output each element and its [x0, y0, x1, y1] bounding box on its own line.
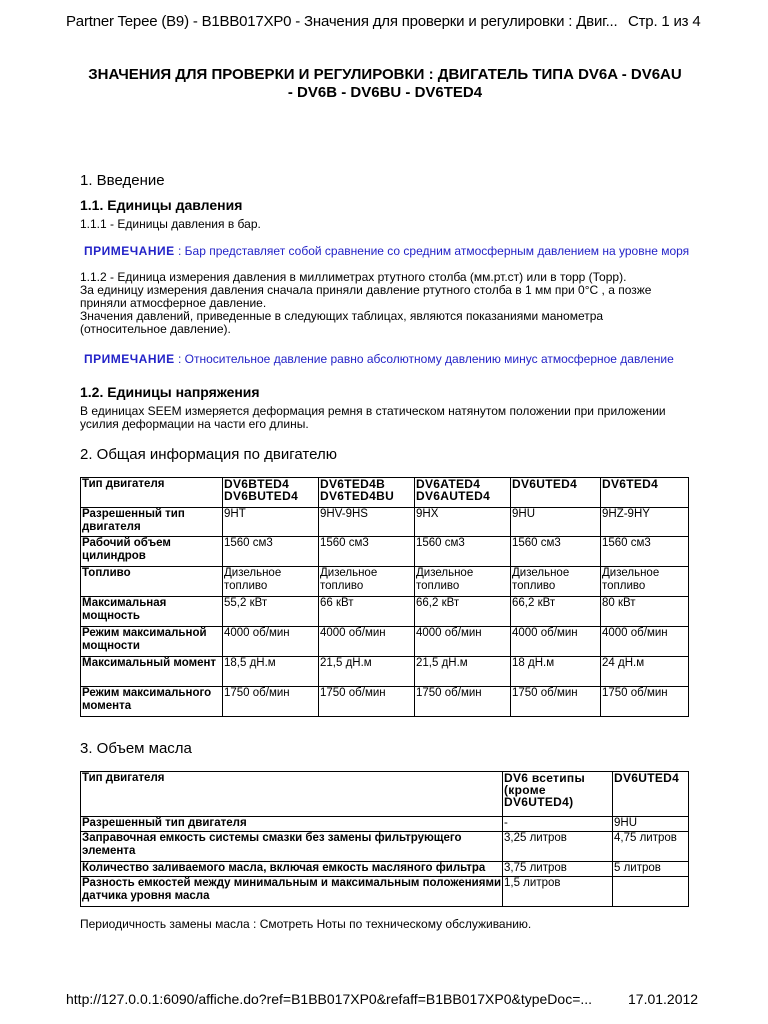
table-cell: Дизельное топливо	[415, 567, 511, 597]
table-cell: Дизельное топливо	[223, 567, 319, 597]
table-cell: Дизельное топливо	[601, 567, 689, 597]
column-header: DV6UTED4	[511, 478, 601, 508]
table-cell: 4000 об/мин	[601, 627, 689, 657]
row-label: Максимальный момент	[81, 657, 223, 687]
table-row	[81, 597, 689, 627]
table-cell: 66,2 кВт	[415, 597, 511, 627]
table-cell: 1560 см3	[511, 537, 601, 567]
row-label: Заправочная емкость системы смазки без замены фильтрующего элемента	[81, 832, 503, 862]
engine-info-table	[80, 477, 689, 717]
section-1-1-heading: 1.1. Единицы давления	[80, 197, 243, 213]
note-1	[84, 244, 689, 258]
table-cell: 66 кВт	[319, 597, 415, 627]
table-cell: 4000 об/мин	[511, 627, 601, 657]
table-cell: 1560 см3	[223, 537, 319, 567]
table-cell: 1750 об/мин	[223, 687, 319, 717]
column-header: DV6TED4	[601, 478, 689, 508]
row-label: Количество заливаемого масла, включая емкость масляного фильтра	[81, 862, 503, 877]
table-cell: -	[503, 817, 613, 832]
table-cell: 21,5 дН.м	[319, 657, 415, 687]
table-row	[81, 537, 689, 567]
table-cell: Дизельное топливо	[511, 567, 601, 597]
column-header: DV6ATED4 DV6AUTED4	[415, 478, 511, 508]
table-row	[81, 687, 689, 717]
table-cell: 1,5 литров	[503, 877, 613, 907]
table-row	[81, 862, 689, 877]
table-cell: 1750 об/мин	[415, 687, 511, 717]
title-line-1: ЗНАЧЕНИЯ ДЛЯ ПРОВЕРКИ И РЕГУЛИРОВКИ : ДВИГАТЕЛЬ ТИПА DV6A - DV6AU	[88, 66, 682, 83]
oil-change-note: Периодичность замены масла : Смотреть Ноты по техническому обслуживанию.	[80, 917, 532, 931]
para-1-1-2-line: 1.1.2 - Единица измерения давления в миллиметрах ртутного столба (мм.рт.ст) или в торр (Торр).	[80, 270, 627, 284]
table-cell: 9HZ-9HY	[601, 508, 689, 537]
row-label: Разность емкостей между минимальным и максимальным положениями датчика уровня масла	[81, 877, 503, 907]
label-header-cell: Тип двигателя	[81, 772, 503, 817]
note-1-text: : Бар представляет собой сравнение со средним атмосферным давлением на уровне моря	[174, 244, 690, 258]
row-label: Разрешенный тип двигателя	[81, 508, 223, 537]
table-header-row	[81, 772, 689, 817]
column-header: DV6TED4B DV6TED4BU	[319, 478, 415, 508]
table-cell: 4000 об/мин	[223, 627, 319, 657]
table-cell: 3,25 литров	[503, 832, 613, 862]
table-cell: 1750 об/мин	[601, 687, 689, 717]
para-1-1-2-body: За единицу измерения давления сначала приняли давление ртутного столба в 1 мм при 0°C , а позже приняли атмосферное давление.	[80, 283, 652, 310]
para-1-2: В единицах SEEM измеряется деформация ремня в статическом натянутом положении при приложении усилия деформации на части его длины.	[80, 404, 666, 431]
oil-volume-table	[80, 771, 689, 907]
page-footer	[66, 991, 699, 1007]
note-2-label: ПРИМЕЧАНИЕ	[84, 352, 175, 366]
table-cell: 66,2 кВт	[511, 597, 601, 627]
row-label: Разрешенный тип двигателя	[81, 817, 503, 832]
table-cell: 1560 см3	[319, 537, 415, 567]
table-cell: Дизельное топливо	[319, 567, 415, 597]
table-cell: 9HV-9HS	[319, 508, 415, 537]
footer-date: 17.01.2012	[628, 991, 699, 1007]
page-number: Стр. 1 из 4	[628, 13, 701, 30]
section-2-heading: 2. Общая информация по двигателю	[80, 446, 337, 463]
column-header: DV6UTED4	[613, 772, 689, 817]
table-cell: 1560 см3	[601, 537, 689, 567]
table-cell: 18 дН.м	[511, 657, 601, 687]
table-row	[81, 817, 689, 832]
table-cell: 9HT	[223, 508, 319, 537]
header-title: Partner Tepee (B9) - B1BB017XP0 - Значения для проверки и регулировки : Двиг...	[66, 13, 618, 30]
table-cell: 9HX	[415, 508, 511, 537]
section-1-heading: 1. Введение	[80, 172, 165, 189]
para-1-1-2	[80, 271, 690, 336]
table-cell: 9HU	[511, 508, 601, 537]
column-header: DV6 всетипы (кроме DV6UTED4)	[503, 772, 613, 817]
table-cell: 3,75 литров	[503, 862, 613, 877]
document-title	[40, 66, 730, 102]
table-cell: 4,75 литров	[613, 832, 689, 862]
table-cell: 4000 об/мин	[415, 627, 511, 657]
table-cell: 1560 см3	[415, 537, 511, 567]
row-label: Режим максимального момента	[81, 687, 223, 717]
table-row	[81, 657, 689, 687]
table-cell: 21,5 дН.м	[415, 657, 511, 687]
note-1-label: ПРИМЕЧАНИЕ	[84, 244, 175, 258]
table-row	[81, 508, 689, 537]
row-label: Рабочий объем цилиндров	[81, 537, 223, 567]
table-cell: 4000 об/мин	[319, 627, 415, 657]
table-header-row	[81, 478, 689, 508]
footer-url[interactable]: http://127.0.0.1:6090/affiche.do?ref=B1BB017XP0&refaff=B1BB017XP0&typeDoc=...	[66, 991, 593, 1007]
table-cell: 1750 об/мин	[319, 687, 415, 717]
title-line-2: - DV6B - DV6BU - DV6TED4	[287, 84, 483, 101]
section-3-heading: 3. Объем масла	[80, 740, 192, 757]
table-cell: 24 дН.м	[601, 657, 689, 687]
table-row	[81, 567, 689, 597]
table-cell	[613, 877, 689, 907]
table-row	[81, 832, 689, 862]
section-1-2-heading: 1.2. Единицы напряжения	[80, 384, 260, 400]
table-cell: 55,2 кВт	[223, 597, 319, 627]
page-header	[66, 13, 701, 30]
note-2-text: : Относительное давление равно абсолютному давлению минус атмосферное давление	[174, 352, 674, 366]
note-2	[84, 352, 674, 366]
table-cell: 80 кВт	[601, 597, 689, 627]
para-1-1-1: 1.1.1 - Единицы давления в бар.	[80, 217, 261, 231]
table-cell: 9HU	[613, 817, 689, 832]
table-cell: 1750 об/мин	[511, 687, 601, 717]
label-header-cell: Тип двигателя	[81, 478, 223, 508]
table-cell: 5 литров	[613, 862, 689, 877]
table-row	[81, 627, 689, 657]
column-header: DV6BTED4 DV6BUTED4	[223, 478, 319, 508]
table-cell: 18,5 дН.м	[223, 657, 319, 687]
row-label: Максимальная мощность	[81, 597, 223, 627]
row-label: Топливо	[81, 567, 223, 597]
row-label: Режим максимальной мощности	[81, 627, 223, 657]
para-1-1-2-tail: Значения давлений, приведенные в следующих таблицах, являются показаниями манометра (относительное давление).	[80, 309, 604, 336]
table-row	[81, 877, 689, 907]
